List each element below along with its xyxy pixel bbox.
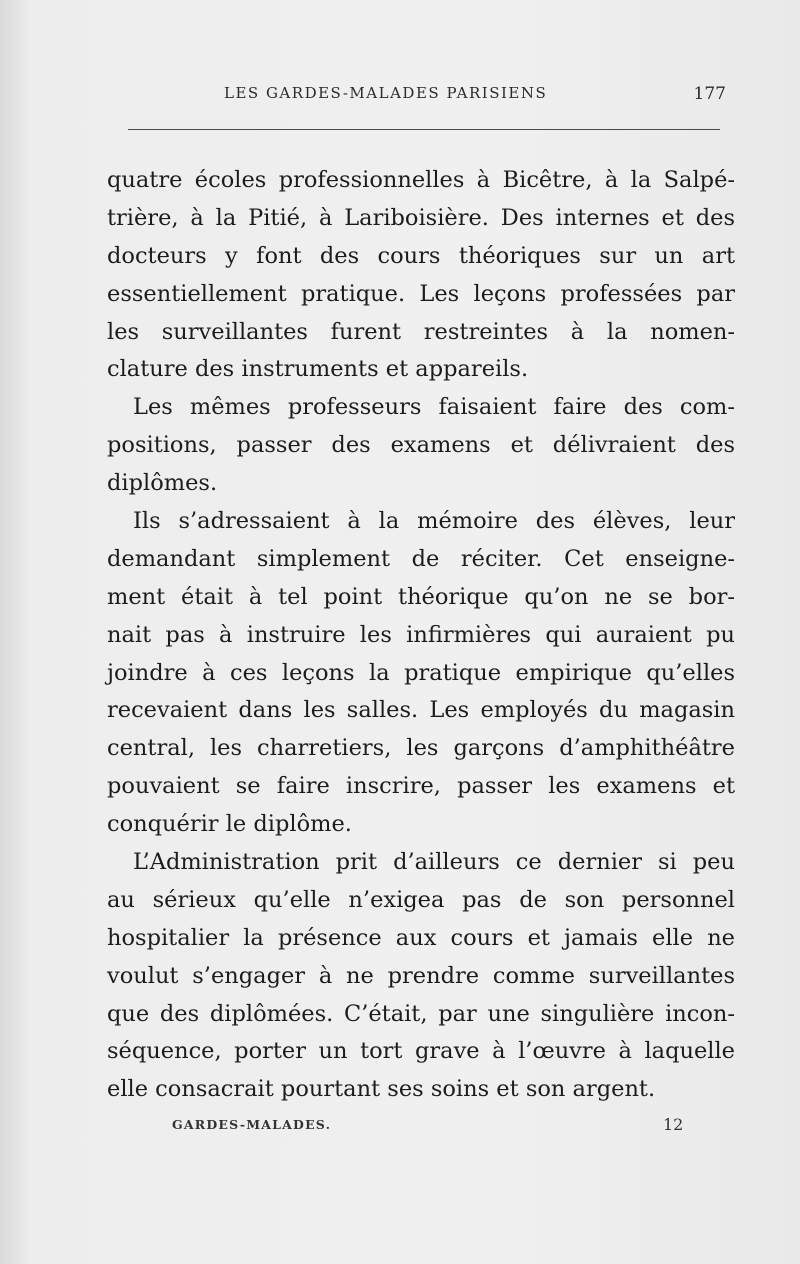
text-line: conquérir le diplôme.: [107, 811, 352, 838]
body-text: [107, 162, 735, 1109]
text-line: séquence, porter un tort grave à l’œuvre à laquelle: [107, 1038, 735, 1065]
signature-mark: GARDES-MALADES.: [172, 1117, 332, 1132]
signature-number: 12: [663, 1115, 684, 1134]
text-line: elle consacrait pourtant ses soins et son argent.: [107, 1076, 656, 1103]
text-line: recevaient dans les salles. Les employés du magasin: [107, 697, 735, 724]
text-line: quatre écoles professionnelles à Bicêtre, à la Salpé-: [107, 167, 735, 193]
paragraph: [107, 162, 735, 389]
text-line: joindre à ces leçons la pratique empirique qu’elles: [107, 659, 735, 686]
text-line: pouvaient se faire inscrire, passer les examens et: [107, 773, 735, 800]
running-head: LES GARDES-MALADES PARISIENS: [224, 84, 548, 102]
header-rule: [128, 129, 720, 130]
text-line: L’Administration prit d’ailleurs ce dernier si peu: [133, 849, 735, 876]
text-line: essentiellement pratique. Les leçons professées par: [107, 280, 735, 307]
text-line: voulut s’engager à ne prendre comme surveillantes: [107, 962, 735, 989]
text-line: trière, à la Pitié, à Lariboisière. Des internes et des: [107, 204, 735, 231]
text-line: positions, passer des examens et délivraient des: [107, 432, 735, 459]
text-line: docteurs y font des cours théoriques sur un art: [107, 242, 735, 269]
page-header: [100, 84, 740, 114]
text-line: Ils s’adressaient à la mémoire des élèves, leur: [133, 508, 735, 535]
text-line: au sérieux qu’elle n’exigea pas de son personnel: [107, 886, 735, 913]
text-line: central, les charretiers, les garçons d’amphithéâtre: [107, 735, 735, 762]
paragraph: [107, 389, 735, 503]
text-line: que des diplômées. C’était, par une singulière incon-: [107, 1000, 735, 1027]
text-line: demandant simplement de réciter. Cet enseigne-: [107, 545, 735, 572]
text-line: les surveillantes furent restreintes à la nomen-: [107, 318, 735, 345]
paragraph: [107, 844, 735, 1109]
page-number: 177: [693, 84, 726, 104]
text-line: ment était à tel point théorique qu’on ne se bor-: [107, 583, 735, 610]
text-line: clature des instruments et appareils.: [107, 356, 529, 383]
text-line: diplômes.: [107, 470, 218, 497]
text-line: nait pas à instruire les infirmières qui auraient pu: [107, 621, 735, 648]
paragraph: [107, 503, 735, 844]
page-footer: [100, 1115, 740, 1139]
text-line: Les mêmes professeurs faisaient faire des com-: [133, 394, 735, 421]
text-line: hospitalier la présence aux cours et jamais elle ne: [107, 924, 735, 951]
